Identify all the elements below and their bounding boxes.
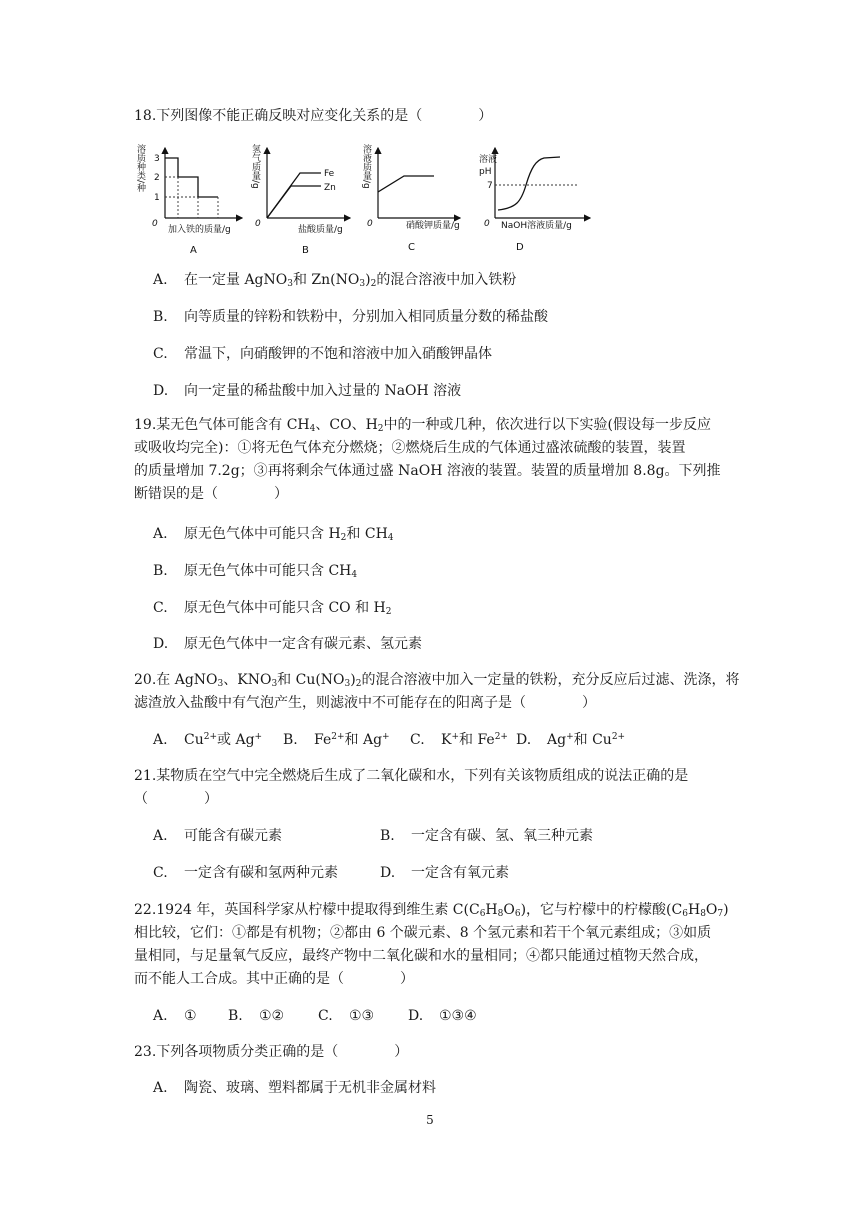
option-letter: D. [408, 1008, 424, 1024]
stem-text: 和 Cu(NO [277, 672, 345, 688]
q22-stem-line-4: 而不能人工合成。其中正确的是（ ） [134, 971, 414, 987]
q19-option-a [153, 524, 394, 544]
q21-option-d [380, 863, 509, 883]
option-text: 可能含有碳元素 [184, 828, 282, 844]
q19-stem-line-2: 或吸收均完全)：①将无色气体充分燃烧；②燃烧后生成的气体通过盛浓硫酸的装置，装置 [134, 440, 686, 456]
graph-d-letter: D [516, 242, 524, 253]
option-text: 和 Fe [459, 732, 495, 748]
option-letter: A. [153, 526, 168, 542]
stem-text: ) [723, 902, 729, 918]
graph-c [361, 143, 460, 253]
graph-a-letter: A [190, 245, 197, 256]
option-letter: D. [153, 383, 169, 399]
superscript: 2+ [203, 732, 218, 742]
q18-stem: 18.下列图像不能正确反映对应变化关系的是（ ） [134, 108, 493, 124]
subscript: 6 [479, 909, 486, 919]
stem-text: H [485, 902, 498, 918]
option-text: Cu [184, 732, 204, 748]
option-text: ) [365, 272, 371, 288]
subscript: 8 [700, 909, 706, 919]
q19-stem-line-4: 断错误的是（ ） [134, 486, 288, 502]
q21-stem-line-2: （ ） [134, 791, 218, 807]
option-letter: A. [153, 828, 168, 844]
stem-text: 中的一种或几种，依次进行以下实验(假设每一步反应 [383, 417, 711, 433]
graph-d-origin: 0 [484, 219, 490, 229]
graph-c-ylabel: 溶液质量/g [361, 144, 371, 189]
graph-c-letter: C [408, 242, 415, 253]
q21-option-b [380, 826, 593, 846]
option-letter: A. [153, 272, 168, 288]
graph-a-step-line [165, 158, 218, 197]
option-text: 一定含有氧元素 [411, 865, 509, 881]
q20-option-d [516, 730, 625, 750]
stem-text: 、CO、H [315, 417, 378, 433]
q20-option-c [410, 730, 508, 750]
option-letter: B. [153, 309, 168, 325]
q18-option-c [153, 344, 492, 364]
subscript: 4 [387, 533, 394, 543]
q18-option-d [153, 381, 461, 401]
option-text: 或 Ag [217, 732, 255, 748]
graph-b-origin: 0 [255, 219, 261, 229]
graph-b-xlabel: 盐酸质量/g [298, 225, 343, 235]
option-text: 和 CH [346, 526, 388, 542]
q23-stem: 23.下列各项物质分类正确的是（ ） [134, 1044, 409, 1060]
subscript: 3 [359, 279, 366, 289]
superscript: 2+ [611, 732, 626, 742]
superscript: + [382, 732, 390, 742]
stem-text: H [687, 902, 701, 918]
graph-c-xlabel: 硝酸钾质量/g [406, 221, 460, 231]
option-text: 一定含有碳和氢两种元素 [184, 865, 338, 881]
q19-stem-line-3: 的质量增加 7.2g；③再将剩余气体通过盛 NaOH 溶液的装置。装置的质量增加 8.8g。下列推 [134, 463, 721, 479]
option-letter: A. [153, 1008, 168, 1024]
q21-option-a [153, 826, 282, 846]
graph-d-ylabel-2: pH [479, 167, 492, 177]
subscript: 2 [377, 424, 384, 434]
graph-d-xlabel: NaOH溶液质量/g [501, 221, 572, 231]
q23-option-a [153, 1078, 436, 1098]
graph-d-ylabel-1: 溶液 [479, 155, 498, 165]
option-letter: D. [153, 636, 169, 652]
option-letter: C. [318, 1008, 333, 1024]
stem-text: 、KNO [223, 672, 272, 688]
option-text: 和 Zn(NO [292, 272, 360, 288]
q22-stem-line-3: 量相同，与足量氧气反应，最终产物中二氧化碳和水的量相同；④都只能通过植物天然合成， [134, 948, 708, 964]
subscript: 6 [682, 909, 688, 919]
option-letter: B. [228, 1008, 243, 1024]
q18-graphs [135, 140, 608, 264]
superscript: + [566, 732, 574, 742]
stem-text: 20.在 AgNO [134, 672, 218, 688]
option-text: 在一定量 AgNO [184, 272, 288, 288]
option-text: 陶瓷、玻璃、塑料都属于无机非金属材料 [184, 1080, 436, 1096]
graph-strip [135, 140, 608, 264]
q19-option-c [153, 598, 391, 618]
superscript: + [451, 732, 460, 742]
stem-text: 19.某无色气体可能含有 CH [134, 417, 310, 433]
subscript: 2 [340, 533, 347, 543]
q22-option-c [318, 1006, 374, 1026]
superscript: 2+ [494, 732, 508, 742]
q19-option-d [153, 634, 422, 654]
superscript: 2+ [331, 732, 345, 742]
subscript: 3 [287, 279, 293, 289]
option-text: ①③ [349, 1008, 375, 1024]
graph-c-origin: 0 [367, 219, 373, 229]
stem-text: ) [350, 672, 356, 688]
graph-b-ylabel: 氢气质量/g [250, 144, 260, 189]
q19-option-b [153, 561, 357, 581]
option-letter: C. [153, 600, 168, 616]
graph-a [135, 143, 242, 256]
option-letter: C. [410, 732, 425, 748]
option-text: 原无色气体中可能只含 CO 和 H [184, 600, 386, 616]
option-text: 原无色气体中可能只含 H [184, 526, 341, 542]
q22-stem-line-1 [134, 900, 729, 920]
graph-b-letter: B [302, 245, 309, 256]
option-text: 和 Cu [573, 732, 612, 748]
option-text: K [441, 732, 452, 748]
option-text: 和 Ag [344, 732, 383, 748]
option-letter: C. [153, 865, 168, 881]
graph-b-zn-label: Zn [324, 183, 336, 193]
subscript: 4 [351, 570, 358, 580]
page-number: 5 [426, 1113, 434, 1127]
subscript: 3 [217, 679, 224, 689]
option-text: 原无色气体中一定含有碳元素、氢元素 [184, 636, 422, 652]
graph-a-origin: 0 [152, 219, 158, 229]
subscript: 7 [717, 909, 724, 919]
graph-b-zn-line [267, 186, 321, 218]
graph-a-ytick-3: 3 [154, 154, 160, 164]
option-letter: C. [153, 346, 168, 362]
q22-option-d [408, 1006, 477, 1026]
option-text: Fe [314, 732, 332, 748]
option-letter: B. [380, 828, 395, 844]
q22-option-a [153, 1006, 197, 1026]
subscript: 2 [370, 279, 377, 289]
option-text: 的混合溶液中加入铁粉 [376, 272, 517, 288]
option-text: 原无色气体中可能只含 CH [184, 563, 352, 579]
q22-stem-line-2: 相比较，它们：①都是有机物；②都由 6 个碳元素、8 个氢元素和若干个氧元素组成；③如质 [134, 925, 712, 941]
subscript: 6 [514, 909, 521, 919]
graph-a-ylabel: 溶质种类/种 [135, 144, 145, 193]
superscript: + [254, 732, 263, 742]
option-letter: D. [380, 865, 396, 881]
subscript: 2 [385, 607, 392, 617]
subscript: 3 [271, 679, 278, 689]
graph-b [250, 143, 350, 256]
graph-a-xlabel: 加入铁的质量/g [168, 225, 231, 235]
option-text: ① [184, 1008, 197, 1024]
stem-text: O [503, 902, 515, 918]
option-letter: A. [153, 1080, 168, 1096]
q21-stem-line-1: 21.某物质在空气中完全燃烧后生成了二氧化碳和水，下列有关该物质组成的说法正确的是 [134, 768, 689, 784]
q21-option-c [153, 863, 338, 883]
q20-option-a [153, 730, 262, 750]
stem-text: 22.1924 年，英国科学家从柠檬中提取得到维生素 C(C [134, 902, 480, 918]
graph-a-ytick-2: 2 [154, 173, 160, 183]
q19-stem-line-1 [134, 415, 711, 435]
q18-option-b [153, 307, 548, 327]
option-letter: D. [516, 732, 532, 748]
q20-stem-line-2: 滤渣放入盐酸中有气泡产生，则滤液中不可能存在的阳离子是（ ） [134, 695, 596, 711]
option-text: ①② [259, 1008, 285, 1024]
graph-d-ytick-7: 7 [487, 181, 493, 191]
option-text: Ag [547, 732, 567, 748]
graph-b-fe-line [267, 173, 321, 218]
stem-text: 的混合溶液中加入一定量的铁粉，充分反应后过滤、洗涤，将 [361, 672, 740, 688]
q18-option-a [153, 270, 516, 290]
subscript: 4 [309, 424, 316, 434]
q20-option-b [283, 730, 390, 750]
option-letter: B. [153, 563, 168, 579]
option-text: 常温下，向硝酸钾的不饱和溶液中加入硝酸钾晶体 [184, 346, 492, 362]
stem-text: )，它与柠檬中的柠檬酸(C [520, 902, 683, 918]
graph-a-ytick-1: 1 [154, 193, 160, 203]
option-text: 向一定量的稀盐酸中加入过量的 NaOH 溶液 [184, 383, 462, 399]
stem-text: O [705, 902, 718, 918]
option-text: 向等质量的锌粉和铁粉中，分别加入相同质量分数的稀盐酸 [184, 309, 548, 325]
option-letter: A. [153, 732, 168, 748]
option-text: 一定含有碳、氢、氧三种元素 [411, 828, 593, 844]
subscript: 3 [344, 679, 351, 689]
q22-option-b [228, 1006, 284, 1026]
option-text: ①③④ [439, 1008, 477, 1024]
graph-c-line [378, 176, 434, 192]
subscript: 8 [497, 909, 504, 919]
subscript: 2 [355, 679, 362, 689]
option-letter: B. [283, 732, 298, 748]
graph-d-curve [498, 157, 560, 210]
graph-b-fe-label: Fe [324, 169, 335, 179]
graph-d [479, 148, 590, 253]
q20-stem-line-1 [134, 670, 739, 690]
